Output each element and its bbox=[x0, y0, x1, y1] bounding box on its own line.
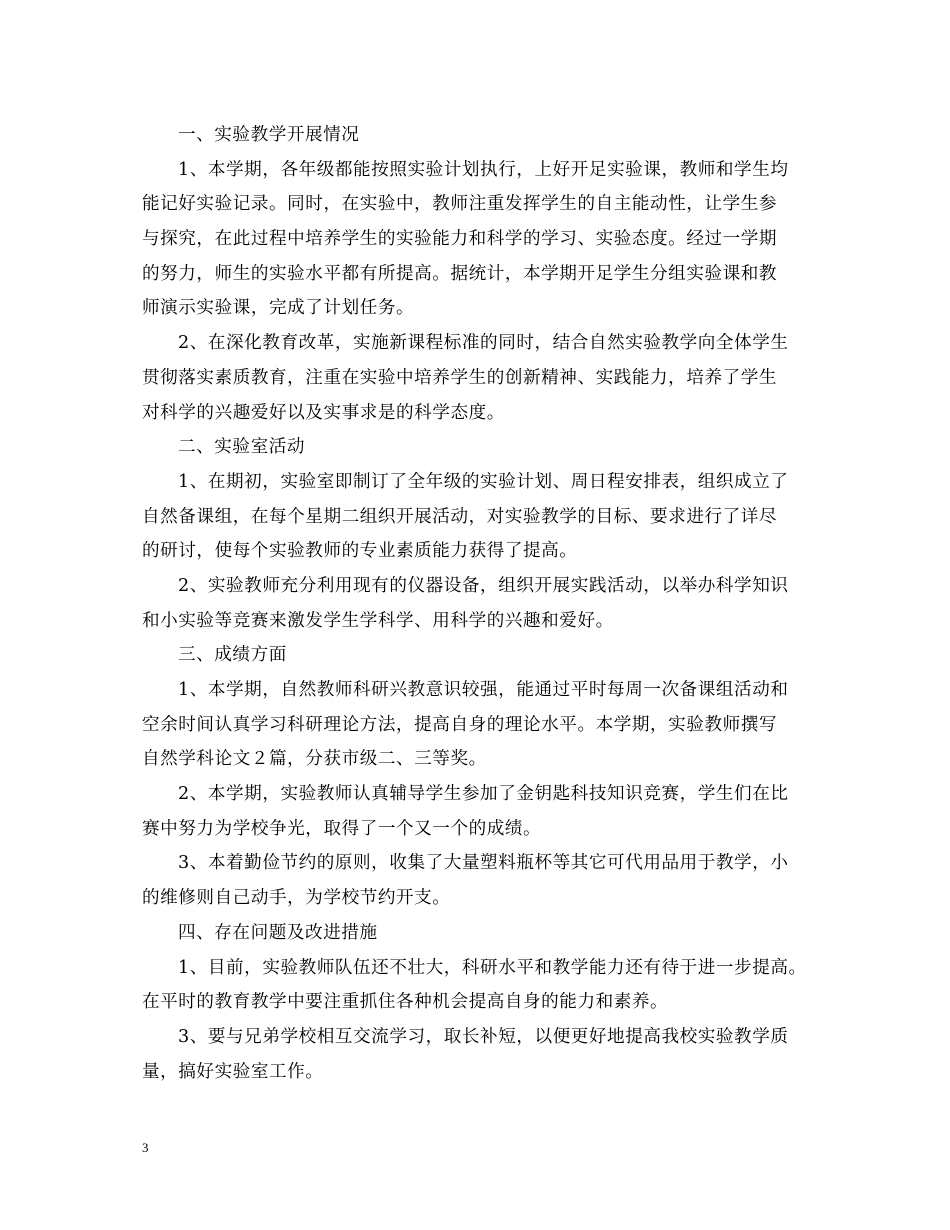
paragraph-line: 对科学的兴趣爱好以及实事求是的科学态度。 bbox=[142, 402, 505, 423]
section-heading: 一、实验教学开展情况 bbox=[178, 125, 360, 145]
paragraph-line: 3、要与兄弟学校相互交流学习，取长补短，以便更好地提高我校实验教学质 bbox=[178, 1026, 789, 1047]
paragraph-line: 在平时的教育教学中要注重抓住各种机会提高自身的能力和素养。 bbox=[142, 992, 669, 1013]
paragraph-line: 3、本着勤俭节约的原则，收集了大量塑料瓶杯等其它可代用品用于教学，小 bbox=[178, 853, 789, 874]
paragraph-line: 的努力，师生的实验水平都有所提高。据统计，本学期开足学生分组实验课和教 bbox=[142, 263, 778, 284]
paragraph-line: 能记好实验记录。同时，在实验中，教师注重发挥学生的自主能动性，让学生参 bbox=[142, 194, 778, 215]
section-heading: 二、实验室活动 bbox=[178, 437, 306, 458]
paragraph-line: 1、在期初，实验室即制订了全年级的实验计划、周日程安排表，组织成立了 bbox=[178, 471, 789, 492]
paragraph-line: 贯彻落实素质教育，注重在实验中培养学生的创新精神、实践能力，培养了学生 bbox=[142, 367, 778, 388]
paragraph-line: 1、目前，实验教师队伍还不壮大，科研水平和教学能力还有待于进一步提高。 bbox=[178, 957, 807, 978]
page-number: 3 bbox=[142, 1140, 149, 1155]
paragraph-line: 2、实验教师充分利用现有的仪器设备，组织开展实践活动，以举办科学知识 bbox=[178, 575, 789, 596]
paragraph-line: 自然学科论文２篇，分获市级二、三等奖。 bbox=[142, 749, 487, 770]
paragraph-line: 2、本学期，实验教师认真辅导学生参加了金钥匙科技知识竞赛，学生们在比 bbox=[178, 784, 789, 805]
paragraph-line: 1、本学期，自然教师科研兴教意识较强，能通过平时每周一次备课组活动和 bbox=[178, 680, 789, 700]
paragraph-line: 赛中努力为学校争光，取得了一个又一个的成绩。 bbox=[142, 818, 542, 839]
paragraph-line: 1、本学期，各年级都能按照实验计划执行，上好开足实验课，教师和学生均 bbox=[178, 159, 789, 180]
section-heading: 四、存在问题及改进措施 bbox=[178, 922, 378, 943]
paragraph-line: 自然备课组，在每个星期二组织开展活动，对实验教学的目标、要求进行了详尽 bbox=[142, 506, 778, 527]
paragraph-line: 与探究，在此过程中培养学生的实验能力和科学的学习、实验态度。经过一学期 bbox=[142, 229, 778, 250]
paragraph-line: 空余时间认真学习科研理论方法，提高自身的理论水平。本学期，实验教师撰写 bbox=[142, 714, 778, 735]
section-heading: 三、成绩方面 bbox=[178, 645, 287, 666]
paragraph-line: 的维修则自己动手，为学校节约开支。 bbox=[142, 888, 451, 909]
paragraph-line: 师演示实验课，完成了计划任务。 bbox=[142, 298, 415, 319]
paragraph-line: 2、在深化教育改革，实施新课程标准的同时，结合自然实验教学向全体学生 bbox=[178, 333, 789, 354]
paragraph-line: 的研讨，使每个实验教师的专业素质能力获得了提高。 bbox=[142, 541, 578, 562]
paragraph-line: 和小实验等竞赛来激发学生学科学、用科学的兴趣和爱好。 bbox=[142, 610, 614, 631]
document-body bbox=[142, 118, 820, 1089]
paragraph-line: 量，搞好实验室工作。 bbox=[142, 1061, 324, 1082]
